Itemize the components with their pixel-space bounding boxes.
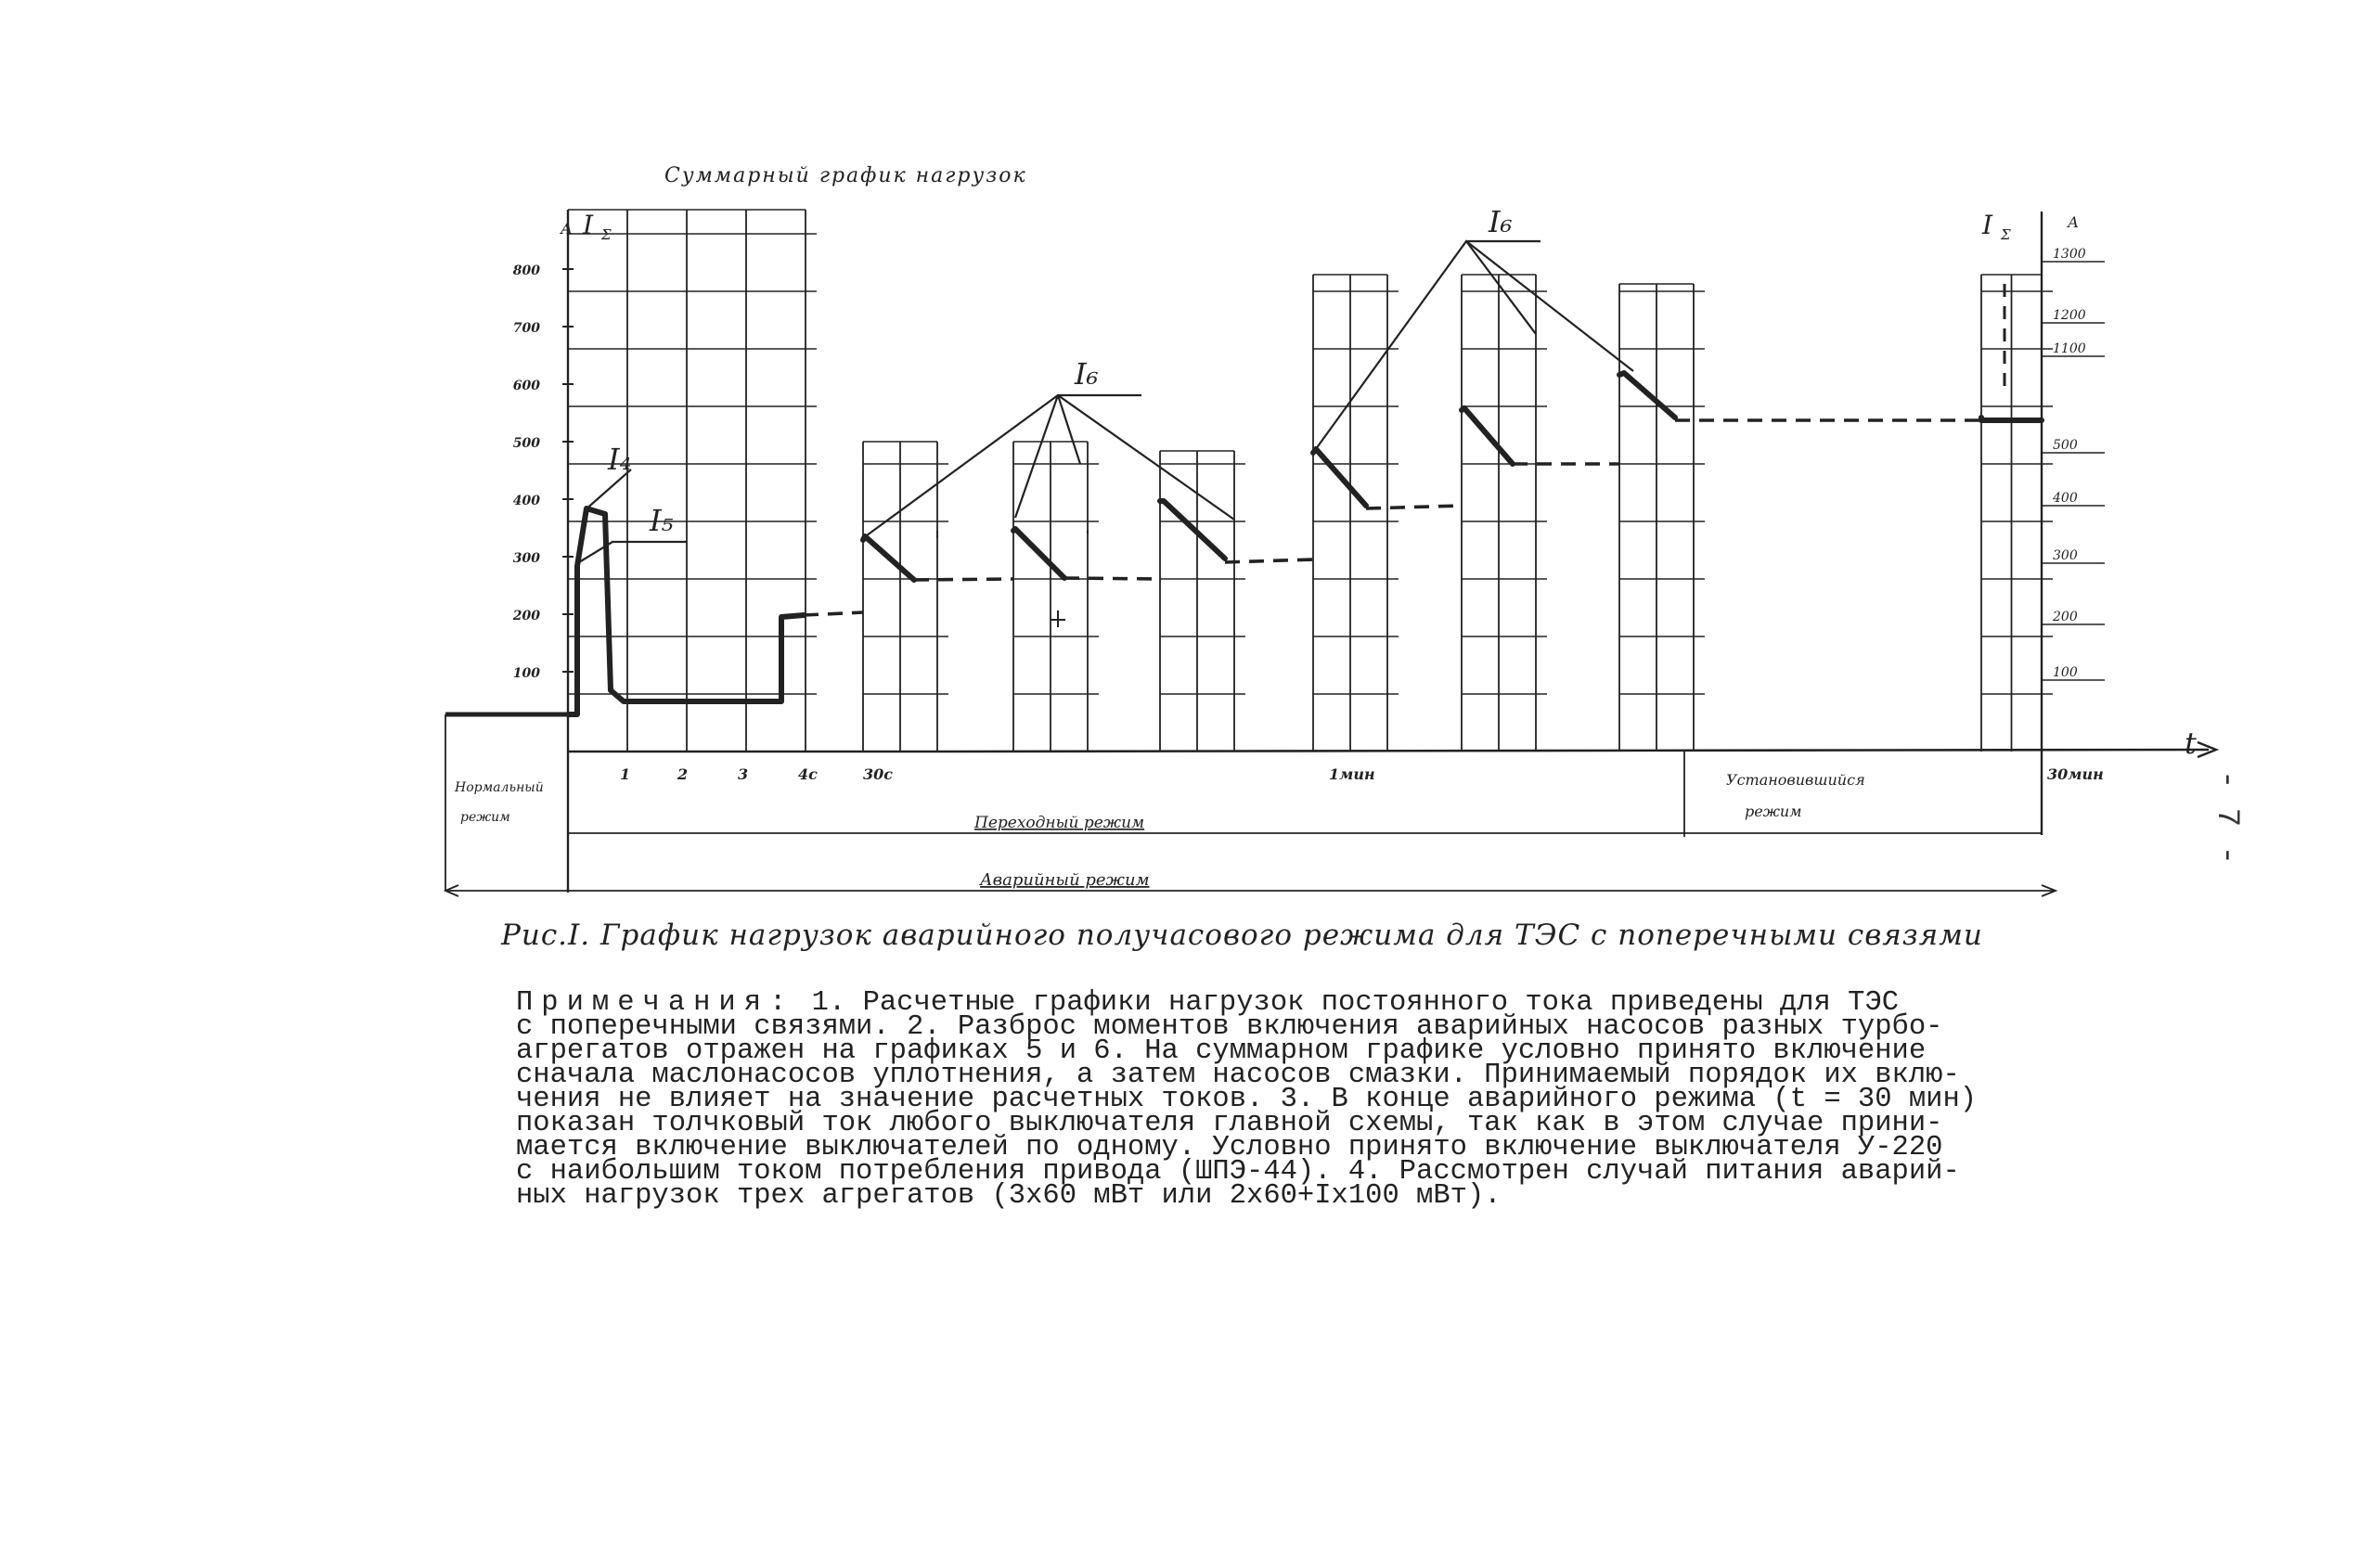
curve-label-I6: I₆	[1075, 356, 1099, 392]
curve-dashed-link	[804, 612, 863, 615]
notes-line-9: ных нагрузок трех агрегатов (3х60 мВт или 2х60+Iх100 мВт).	[516, 1180, 1502, 1212]
label-leader-I5	[579, 542, 687, 562]
curve-cross-mark	[1051, 610, 1065, 627]
curve-dashed-link	[1366, 506, 1462, 508]
y-tick-label-right: 1300	[2053, 247, 2086, 262]
figure-notes	[516, 987, 2205, 1212]
curve-label-I5: I₅	[650, 503, 674, 538]
y-tick-label-left: 700	[512, 321, 540, 336]
curve-segment	[1313, 449, 1366, 506]
y-label-left-sub: Σ	[601, 226, 612, 243]
y-tick-label-left: 600	[512, 379, 540, 393]
curve-segment	[1619, 373, 1675, 418]
y-label-right-sub: Σ	[2001, 226, 2011, 243]
y-unit-right: А	[2068, 213, 2080, 231]
y-tick-label-left: 300	[512, 551, 540, 566]
y-tick-label-right: 500	[2053, 438, 2078, 453]
y-tick-label-right: 300	[2053, 548, 2078, 563]
x-tick-label: 3	[738, 765, 749, 783]
regime-label-steady: Установившийся	[1726, 771, 1865, 789]
curve-segment	[863, 536, 914, 580]
notes-heading: Примечания:	[516, 987, 795, 1019]
notes-line-4: сначала маслонасосов уплотнения, а затем насосов смазки. Принимаемый порядок их вклю-	[516, 1060, 1960, 1091]
chart-curves	[568, 241, 2042, 714]
notes-line-3: агрегатов отражен на графиках 5 и 6. На суммарном графике условно принято включение	[516, 1035, 1927, 1067]
curve-segment	[1462, 408, 1513, 464]
regime-label-emergency: Аварийный режим	[980, 870, 1150, 890]
notes-line-8: с наибольшим током потребления привода (ШПЭ-44). 4. Рассмотрен случай питания аварий-	[516, 1156, 1960, 1188]
x-tick-label: 30мин	[2047, 765, 2104, 783]
y-tick-label-left: 400	[512, 494, 540, 508]
y-tick-label-left: 800	[512, 263, 540, 278]
y-unit-left: А	[561, 220, 574, 238]
notes-line-5: чения не влияет на значение расчетных токов. 3. В конце аварийного режима (t = 30 мин)	[516, 1084, 1978, 1115]
y-tick-label-right: 100	[2053, 665, 2078, 680]
x-axis	[937, 750, 2209, 752]
x-tick-label: 2	[677, 765, 689, 783]
y-tick-label-left: 500	[512, 436, 540, 451]
y-tick-label-right: 1100	[2053, 341, 2086, 356]
y-label-right: I	[1982, 210, 1993, 240]
x-tick-label: 1мин	[1329, 765, 1375, 783]
x-tick-label: 30с	[863, 765, 894, 783]
notes-line-6: показан толчковый ток любого выключателя главной схемы, так как в этом случае прини-	[516, 1108, 1943, 1139]
curve-dashed-link	[1064, 578, 1160, 579]
y-tick-label-left: 200	[512, 609, 540, 623]
chart-axes	[445, 210, 2216, 896]
y-label-left: I	[583, 210, 594, 240]
curve-label-I4: I₄	[608, 442, 632, 477]
y-tick-label-left: 100	[512, 666, 540, 681]
page-number: - 7 -	[2209, 770, 2244, 866]
x-tick-label: 4с	[798, 765, 818, 783]
notes-line-2: с поперечными связями. 2. Разброс моментов включения аварийных насосов разных турбо-	[516, 1011, 1943, 1043]
notes-line-7: мается включение выключателей по одному. Условно принято включение выключателя У-220	[516, 1132, 1943, 1163]
regime-label-normal: Нормальный	[455, 780, 544, 795]
curve-segment	[1160, 501, 1225, 559]
y-tick-label-right: 1200	[2053, 308, 2086, 323]
curve-initial-surge	[568, 508, 804, 714]
regime-label-normal-2: режим	[460, 810, 510, 825]
chart-grid	[568, 210, 2053, 752]
figure-caption: Рис.I. График нагрузок аварийного получасового режима для ТЭС с поперечными связями	[501, 919, 1983, 952]
curve-dashed-link	[1225, 559, 1313, 562]
curve-final-level	[1981, 418, 2042, 420]
curve-segment	[1013, 529, 1064, 578]
y-tick-label-right: 200	[2053, 610, 2078, 624]
x-tick-label: 1	[620, 765, 631, 783]
chart-labels	[454, 164, 2197, 890]
regime-label-steady-2: режим	[1745, 803, 1802, 820]
curve-label-I6b: I₆	[1489, 204, 1513, 239]
regime-label-transient: Переходный режим	[974, 814, 1145, 832]
x-label: t	[2185, 726, 2197, 761]
y-tick-label-right: 400	[2053, 491, 2078, 506]
notes-line-1: 1. Расчетные графики нагрузок постоянного тока приведены для ТЭС	[811, 987, 1900, 1019]
chart-title: Суммарный график нагрузок	[664, 164, 1027, 187]
envelope-I6-inner	[1015, 395, 1080, 518]
